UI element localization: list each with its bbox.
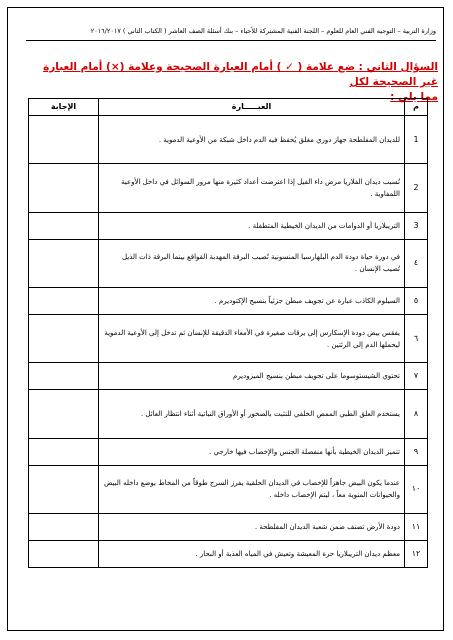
- row-number: 1: [405, 116, 428, 164]
- document-header: وزارة التربية – التوجيه الفني العام للعلوم – اللجنة الفنية المشتركة للأحياء – بنك أسئلة الصف العاشر ( الكتاب الثاني ) ٢٠١٦/٢٠١٧: [90, 27, 436, 35]
- row-statement: للديدان المفلطحة جهاز دوري مغلق يُحفظ فيه الدم داخل شبكة من الأوعية الدموية .: [99, 116, 405, 164]
- table-row: [29, 239, 428, 287]
- table-row: [29, 465, 428, 513]
- answer-cell[interactable]: [29, 438, 99, 465]
- row-number: 3: [405, 212, 428, 239]
- row-number: ١٢: [405, 540, 428, 567]
- row-statement: يستخدم العلق الطبي الممص الخلفي للتثبت بالصخور أو الأوراق النباتية أثناء انتظار العائل .: [99, 390, 405, 438]
- table-header-row: [29, 99, 428, 116]
- row-number: 2: [405, 164, 428, 212]
- answer-cell[interactable]: [29, 540, 99, 567]
- answer-cell[interactable]: [29, 116, 99, 164]
- answer-cell[interactable]: [29, 164, 99, 212]
- table-row: [29, 212, 428, 239]
- row-number: ٦: [405, 315, 428, 363]
- question-line-2: مما يلي :: [390, 91, 438, 103]
- row-number: ١٠: [405, 465, 428, 513]
- answer-cell[interactable]: [29, 514, 99, 541]
- answer-cell[interactable]: [29, 288, 99, 315]
- answer-cell[interactable]: [29, 465, 99, 513]
- table-row: [29, 116, 428, 164]
- header-number: م: [405, 99, 428, 116]
- table-row: [29, 390, 428, 438]
- row-statement: عندما يكون البيض جاهزاً للإخصاب في الديدان الحلقية يفرز السرج طوقاً من المخاط يوضع داخله البيض والحيوانات المنوية معاً ، ليتم الإخصاب داخله .: [99, 465, 405, 513]
- row-number: ٧: [405, 363, 428, 390]
- answer-cell[interactable]: [29, 315, 99, 363]
- row-number: ١١: [405, 514, 428, 541]
- table-row: [29, 540, 428, 567]
- row-number: ٤: [405, 239, 428, 287]
- header-divider: [26, 40, 436, 41]
- table-row: [29, 514, 428, 541]
- answer-cell[interactable]: [29, 390, 99, 438]
- row-statement: السيلوم الكاذب عبارة عن تجويف مبطن جزئياً بنسيج الإكتوديرم .: [99, 288, 405, 315]
- table-row: [29, 315, 428, 363]
- row-number: ٨: [405, 390, 428, 438]
- row-statement: يفقس بيض دودة الإسكارس إلى يرقات صغيرة في الأمعاء الدقيقة للإنسان ثم تدخل إلى الأوعية الدموية ليحملها الدم إلى الرئتين .: [99, 315, 405, 363]
- header-statement: العبـــــارة: [99, 99, 405, 116]
- answer-cell[interactable]: [29, 239, 99, 287]
- row-statement: تتميز الديدان الخيطية بأنها منفصلة الجنس والإخصاب فيها خارجي .: [99, 438, 405, 465]
- table-row: [29, 288, 428, 315]
- header-answer: الإجابة: [29, 99, 99, 116]
- table-row: [29, 164, 428, 212]
- table-row: [29, 438, 428, 465]
- row-statement: معظم ديدان التريبلاريا حرة المعيشة وتعيش في المياه العذبة أو البحار .: [99, 540, 405, 567]
- row-statement: في دورة حياة دودة الدم البلهارسيا المنسونية تُصيب البرقة المهدبة القواقع بينما البرقة ذات الذيل تُصيب الإنسان .: [99, 239, 405, 287]
- question-line-1: السؤال الثاني : ضع علامة ( ✓ ) أمام العبارة الصحيحة وعلامة (×) أمام العبارة غير الصحيحة لكل: [43, 61, 438, 88]
- answer-cell[interactable]: [29, 212, 99, 239]
- answer-cell[interactable]: [29, 363, 99, 390]
- table-row: [29, 363, 428, 390]
- row-statement: التريبلاريا أو الدوامات من الديدان الخيطية المتطفلة .: [99, 212, 405, 239]
- row-statement: تُسبب ديدان الفلاريا مرض داء الفيل إذا اعترضت أعداد كثيرة منها مرور السوائل في داخل الأوعية اللمفاوية .: [99, 164, 405, 212]
- row-statement: دودة الأرض تصنف ضمن شعبة الديدان المفلطحة .: [99, 514, 405, 541]
- row-number: ٩: [405, 438, 428, 465]
- statements-table: [28, 98, 428, 568]
- row-statement: تحتوي الشيستوسوما على تجويف مبطن بنسيج الميزوديرم: [99, 363, 405, 390]
- row-number: ٥: [405, 288, 428, 315]
